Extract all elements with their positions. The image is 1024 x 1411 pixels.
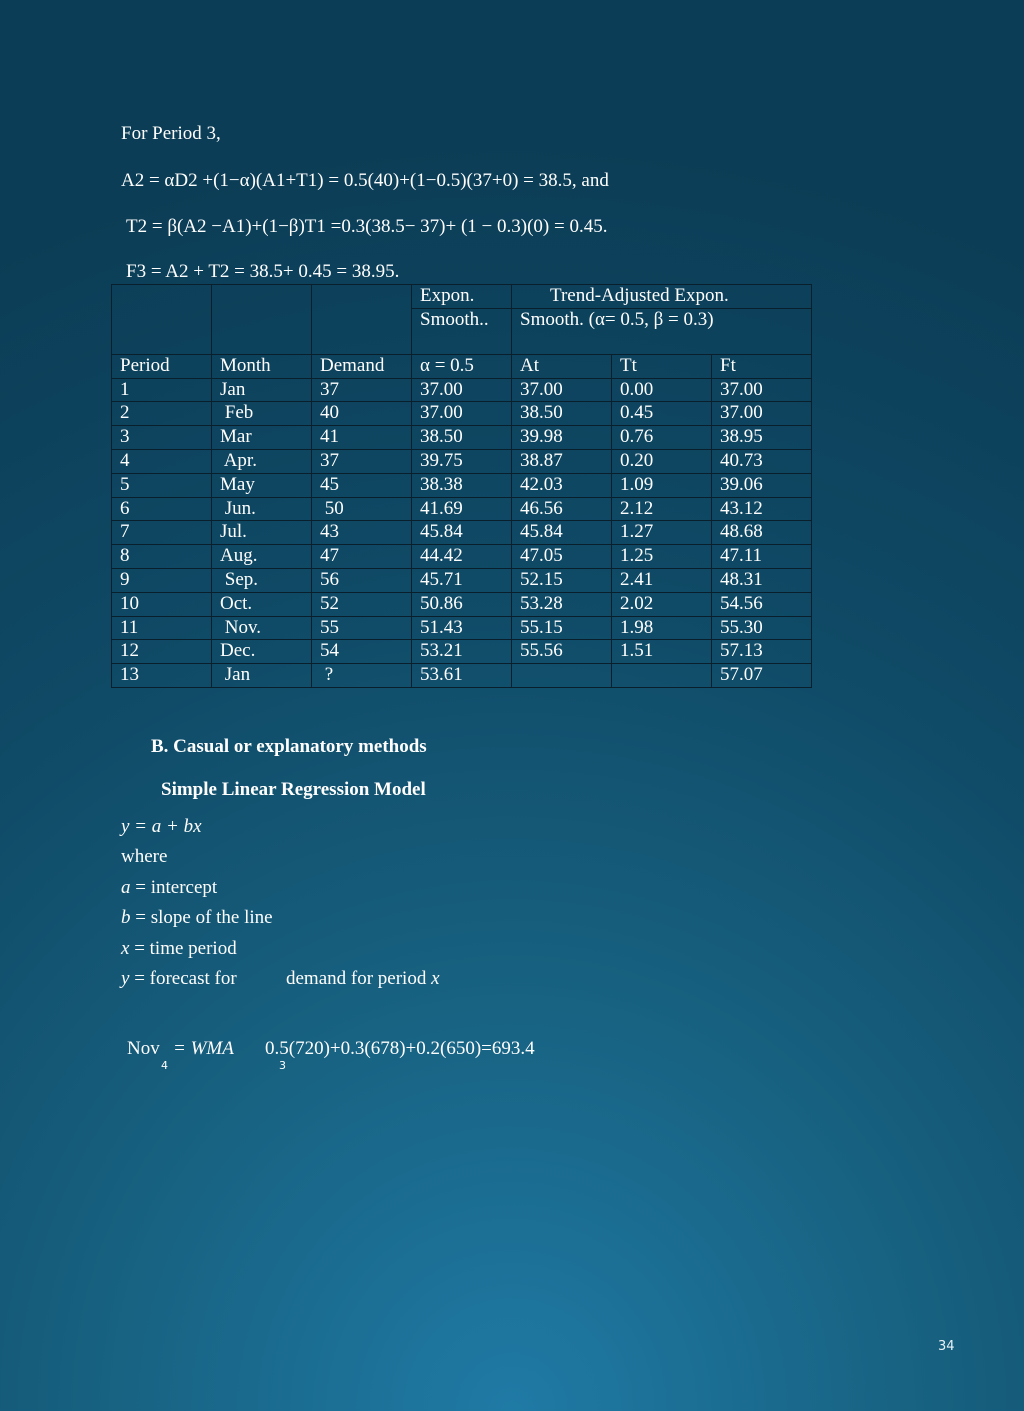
group-expon-1: Expon. <box>412 285 512 309</box>
cell-period: 4 <box>112 449 212 473</box>
cell-tt: 1.98 <box>612 616 712 640</box>
cell-at: 39.98 <box>512 426 612 450</box>
cell-at <box>512 664 612 688</box>
cell-month: May <box>212 473 312 497</box>
table-row <box>112 568 812 592</box>
header-blank-cell <box>212 285 312 355</box>
cell-at: 38.87 <box>512 449 612 473</box>
cell-period: 7 <box>112 521 212 545</box>
def-y-text-1: = forecast for <box>129 968 237 989</box>
header-alpha: α = 0.5 <box>412 354 512 378</box>
cell-period: 3 <box>112 426 212 450</box>
cell-month: Jun. <box>212 497 312 521</box>
cell-month: Feb <box>212 402 312 426</box>
cell-at: 37.00 <box>512 378 612 402</box>
table-row <box>112 640 812 664</box>
cell-demand: 50 <box>312 497 412 521</box>
table-header-row <box>112 354 812 378</box>
cell-alpha: 37.00 <box>412 378 512 402</box>
def-y <box>121 968 237 990</box>
table-header-group-row <box>112 285 812 309</box>
cell-ft: 39.06 <box>712 473 812 497</box>
section-subheading: Simple Linear Regression Model <box>161 779 426 800</box>
def-y-x-symbol: x <box>431 968 440 989</box>
cell-period: 8 <box>112 545 212 569</box>
cell-ft: 48.31 <box>712 568 812 592</box>
group-trend-1: Trend-Adjusted Expon. <box>512 285 812 309</box>
cell-tt: 2.41 <box>612 568 712 592</box>
def-x <box>121 938 237 960</box>
wma-equals: = WMA <box>173 1038 234 1059</box>
table-row <box>112 402 812 426</box>
regression-where: where <box>121 846 168 867</box>
cell-month: Sep. <box>212 568 312 592</box>
cell-tt: 1.09 <box>612 473 712 497</box>
cell-demand: 41 <box>312 426 412 450</box>
cell-ft: 38.95 <box>712 426 812 450</box>
wma-label-subscript: 4 <box>161 1059 168 1072</box>
cell-at: 42.03 <box>512 473 612 497</box>
cell-month: Dec. <box>212 640 312 664</box>
cell-alpha: 53.21 <box>412 640 512 664</box>
cell-tt: 0.76 <box>612 426 712 450</box>
cell-demand: 55 <box>312 616 412 640</box>
group-trend-2: Smooth. (α= 0.5, β = 0.3) <box>512 308 812 354</box>
group-expon-2: Smooth.. <box>412 308 512 354</box>
def-y-continued <box>286 968 440 990</box>
table-row <box>112 545 812 569</box>
def-b-symbol: b <box>121 907 131 928</box>
header-ft: Ft <box>712 354 812 378</box>
table-row <box>112 378 812 402</box>
cell-month: Mar <box>212 426 312 450</box>
wma-value: 0.5(720)+0.3(678)+0.2(650)=693.4 <box>265 1038 535 1059</box>
header-period: Period <box>112 354 212 378</box>
header-blank-cell <box>312 285 412 355</box>
cell-at: 47.05 <box>512 545 612 569</box>
cell-tt: 1.27 <box>612 521 712 545</box>
cell-alpha: 45.84 <box>412 521 512 545</box>
cell-month: Jan <box>212 378 312 402</box>
cell-alpha: 39.75 <box>412 449 512 473</box>
cell-ft: 57.07 <box>712 664 812 688</box>
wma-subscript: 3 <box>279 1059 286 1072</box>
header-at: At <box>512 354 612 378</box>
intro-line-4: F3 = A2 + T2 = 38.5+ 0.45 = 38.95. <box>126 261 400 282</box>
cell-month: Jan <box>212 664 312 688</box>
table-body <box>112 378 812 687</box>
regression-equation: y = a + bx <box>121 816 202 837</box>
cell-demand: 52 <box>312 592 412 616</box>
def-x-text: = time period <box>129 938 237 959</box>
cell-at: 52.15 <box>512 568 612 592</box>
table-row <box>112 497 812 521</box>
cell-demand: 37 <box>312 378 412 402</box>
cell-tt: 2.12 <box>612 497 712 521</box>
header-tt: Tt <box>612 354 712 378</box>
intro-line-2: A2 = αD2 +(1−α)(A1+T1) = 0.5(40)+(1−0.5)(37+0) = 38.5, and <box>121 170 609 191</box>
cell-demand: ? <box>312 664 412 688</box>
page-number: 34 <box>938 1339 955 1354</box>
cell-at: 55.56 <box>512 640 612 664</box>
cell-at: 46.56 <box>512 497 612 521</box>
cell-demand: 43 <box>312 521 412 545</box>
cell-alpha: 38.50 <box>412 426 512 450</box>
wma-label: Nov <box>127 1038 160 1059</box>
table-row <box>112 521 812 545</box>
cell-ft: 57.13 <box>712 640 812 664</box>
cell-ft: 54.56 <box>712 592 812 616</box>
cell-period: 13 <box>112 664 212 688</box>
cell-ft: 37.00 <box>712 378 812 402</box>
cell-period: 10 <box>112 592 212 616</box>
cell-demand: 45 <box>312 473 412 497</box>
cell-month: Nov. <box>212 616 312 640</box>
cell-month: Jul. <box>212 521 312 545</box>
table-row <box>112 664 812 688</box>
cell-alpha: 50.86 <box>412 592 512 616</box>
cell-month: Aug. <box>212 545 312 569</box>
cell-period: 5 <box>112 473 212 497</box>
cell-at: 53.28 <box>512 592 612 616</box>
cell-at: 55.15 <box>512 616 612 640</box>
cell-tt: 1.25 <box>612 545 712 569</box>
table-row <box>112 449 812 473</box>
header-blank-cell <box>112 285 212 355</box>
table-row <box>112 426 812 450</box>
intro-line-1: For Period 3, <box>121 123 221 144</box>
cell-tt <box>612 664 712 688</box>
cell-ft: 47.11 <box>712 545 812 569</box>
cell-ft: 37.00 <box>712 402 812 426</box>
cell-period: 1 <box>112 378 212 402</box>
cell-at: 45.84 <box>512 521 612 545</box>
cell-month: Apr. <box>212 449 312 473</box>
cell-ft: 40.73 <box>712 449 812 473</box>
cell-alpha: 37.00 <box>412 402 512 426</box>
def-a <box>121 877 217 899</box>
cell-alpha: 45.71 <box>412 568 512 592</box>
cell-tt: 0.45 <box>612 402 712 426</box>
table-row <box>112 616 812 640</box>
header-month: Month <box>212 354 312 378</box>
def-x-symbol: x <box>121 938 130 959</box>
cell-period: 12 <box>112 640 212 664</box>
cell-alpha: 51.43 <box>412 616 512 640</box>
cell-period: 2 <box>112 402 212 426</box>
cell-period: 6 <box>112 497 212 521</box>
cell-tt: 0.20 <box>612 449 712 473</box>
cell-demand: 40 <box>312 402 412 426</box>
cell-demand: 54 <box>312 640 412 664</box>
cell-period: 9 <box>112 568 212 592</box>
cell-ft: 55.30 <box>712 616 812 640</box>
cell-demand: 47 <box>312 545 412 569</box>
cell-ft: 43.12 <box>712 497 812 521</box>
cell-ft: 48.68 <box>712 521 812 545</box>
def-b-text: = slope of the line <box>130 907 273 928</box>
header-demand: Demand <box>312 354 412 378</box>
cell-alpha: 53.61 <box>412 664 512 688</box>
def-a-symbol: a <box>121 877 131 898</box>
forecast-table <box>111 284 812 688</box>
def-y-symbol: y <box>121 968 130 989</box>
cell-alpha: 44.42 <box>412 545 512 569</box>
section-heading: B. Casual or explanatory methods <box>151 736 427 757</box>
table-row <box>112 473 812 497</box>
def-b <box>121 907 273 929</box>
cell-period: 11 <box>112 616 212 640</box>
cell-tt: 2.02 <box>612 592 712 616</box>
cell-month: Oct. <box>212 592 312 616</box>
def-y-text-2: demand for period <box>286 968 432 989</box>
intro-line-3: T2 = β(A2 −A1)+(1−β)T1 =0.3(38.5− 37)+ (1 − 0.3)(0) = 0.45. <box>126 216 608 237</box>
cell-tt: 1.51 <box>612 640 712 664</box>
cell-alpha: 41.69 <box>412 497 512 521</box>
cell-tt: 0.00 <box>612 378 712 402</box>
cell-demand: 56 <box>312 568 412 592</box>
cell-at: 38.50 <box>512 402 612 426</box>
table-row <box>112 592 812 616</box>
cell-alpha: 38.38 <box>412 473 512 497</box>
cell-demand: 37 <box>312 449 412 473</box>
def-a-text: = intercept <box>130 877 218 898</box>
